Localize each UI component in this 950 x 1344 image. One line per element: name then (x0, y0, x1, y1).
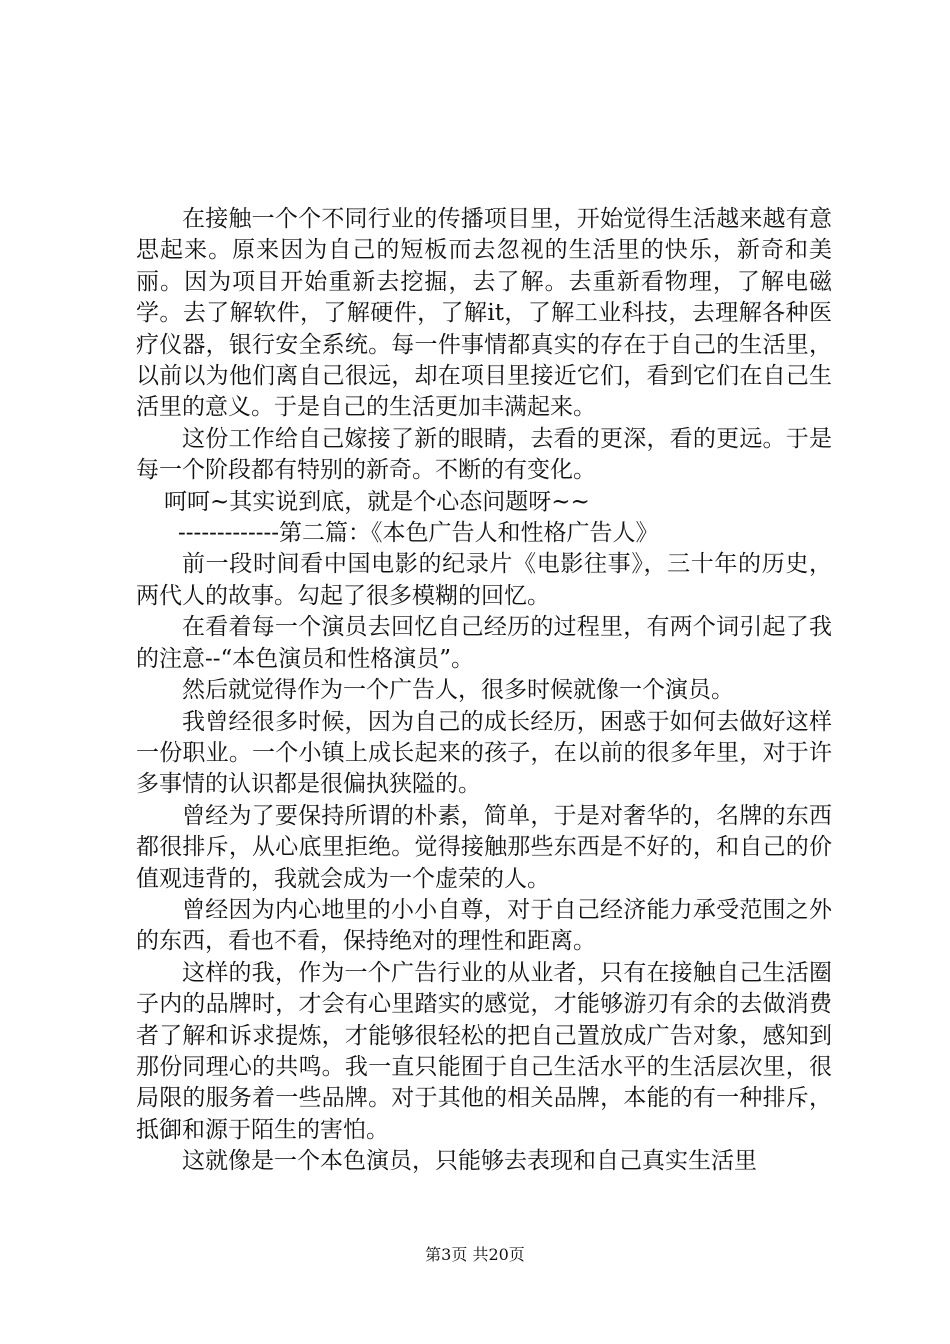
paragraph: 然后就觉得作为一个广告人，很多时候就像一个演员。 (182, 677, 734, 704)
paragraph: 呵呵~其实说到底，就是个心态问题呀~~ (164, 488, 590, 515)
page-footer (0, 1242, 950, 1265)
document-body (136, 204, 832, 1178)
paragraph: 这样的我，作为一个广告行业的从业者，只有在接触自己生活圈子内的品牌时，才会有心里踏实的感觉，才能够游刃有余的去做消费者了解和诉求提炼，才能够很轻松的把自己置放成广告对象，感知到那份同理心的共鸣。我一直只能囿于自己生活水平的生活层次里，很局限的服务着一些品牌。对于其他的相关品牌，本能的有一种排斥，抵御和源于陌生的害怕。 (136, 959, 832, 1143)
paragraph: 这就像是一个本色演员，只能够去表现和自己真实生活里 (182, 1148, 757, 1175)
paragraph: 曾经为了要保持所谓的朴素，简单，于是对奢华的，名牌的东西都很排斥，从心底里拒绝。觉得接触那些东西是不好的，和自己的价值观违背的，我就会成为一个虚荣的人。 (136, 802, 832, 892)
paragraph: 在看着每一个演员去回忆自己经历的过程里，有两个词引起了我的注意--“本色演员和性格演员”。 (136, 614, 832, 672)
section-heading: -------------第二篇：《本色广告人和性格广告人》 (178, 520, 659, 547)
paragraph: 曾经因为内心地里的小小自尊，对于自己经济能力承受范围之外的东西，看也不看，保持绝对的理性和距离。 (136, 896, 832, 955)
paragraph: 这份工作给自己嫁接了新的眼睛，去看的更深，看的更远。于是每一个阶段都有特别的新奇。不断的有变化。 (136, 425, 832, 484)
paragraph: 在接触一个个不同行业的传播项目里，开始觉得生活越来越有意思起来。原来因为自己的短板而去忽视的生活里的快乐，新奇和美丽。因为项目开始重新去挖掘，去了解。去重新看物理，了解电磁学。去了解软件，了解硬件，了解it，了解工业科技，去理解各种医疗仪器，银行安全系统。每一件事情都真实的存在于自己的生活里，以前以为他们离自己很远，却在项目里接近它们，看到它们在自己生活里的意义。于是自己的生活更加丰满起来。 (136, 206, 832, 421)
paragraph: 我曾经很多时候，因为自己的成长经历，困惑于如何去做好这样一份职业。一个小镇上成长起来的孩子，在以前的很多年里，对于许多事情的认识都是很偏执狭隘的。 (136, 708, 832, 798)
paragraph: 前一段时间看中国电影的纪录片《电影往事》，三十年的历史，两代人的故事。勾起了很多模糊的回忆。 (136, 551, 832, 609)
page-number-label: 第3页 共20页 (425, 1245, 525, 1264)
